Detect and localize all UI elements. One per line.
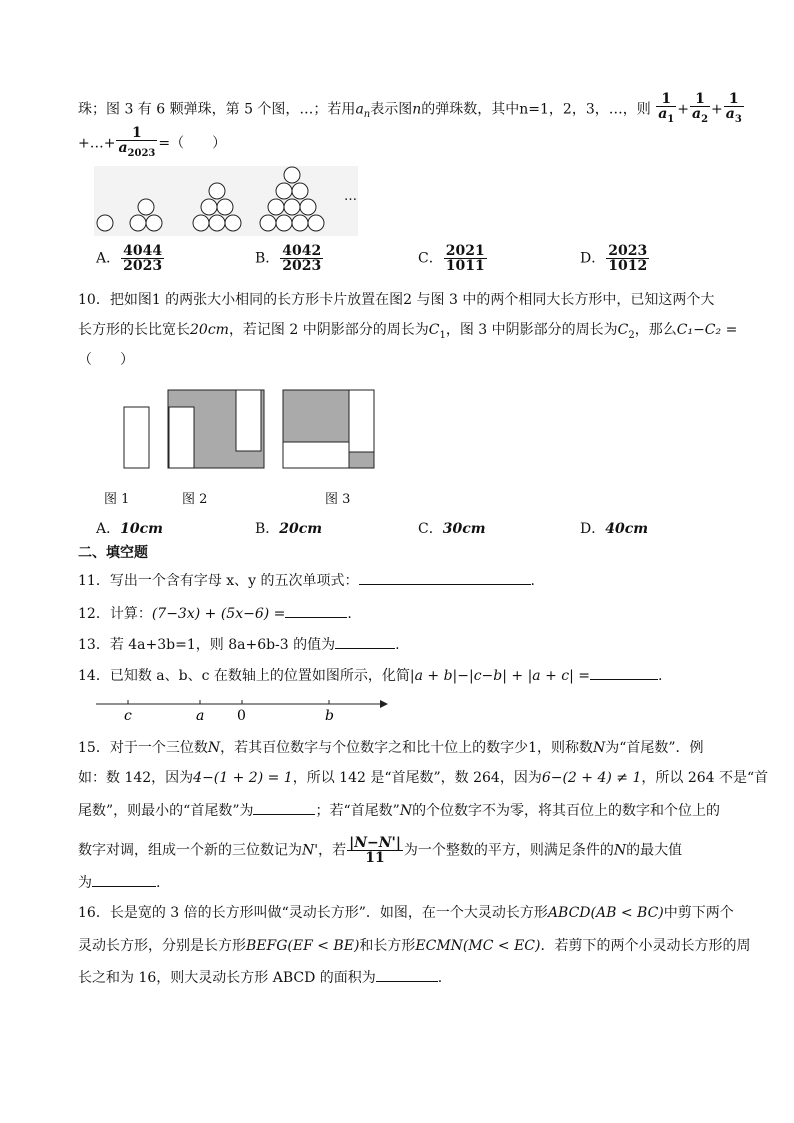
marble [276, 183, 292, 199]
marble [217, 199, 233, 215]
fig3-label: 图 3 [325, 492, 351, 507]
q16-line1: 16．长是宽的 3 倍的长方形叫做“灵动长方形”．如图，在一个大灵动长方形ABCD(AB < BC)中剪下两个 [78, 905, 734, 921]
marble [209, 183, 225, 199]
marble [292, 183, 308, 199]
card-rectangle [124, 407, 149, 468]
marble [292, 215, 308, 231]
label-0: 0 [237, 708, 246, 724]
marble [97, 215, 113, 231]
label-a: a [196, 708, 205, 724]
answer-blank[interactable] [590, 665, 658, 680]
q12: 12．计算：(7−3x) + (5x−6) = . [78, 603, 352, 624]
q10-option-d[interactable]: D．40cm [580, 521, 649, 537]
fraction-1-over-a2023: $\frac{1}{a_{2023}}$ [118, 125, 156, 159]
marble [308, 215, 324, 231]
q9-option-a[interactable]: A． $\frac{4044}{2023}$ [96, 243, 163, 274]
q9-line1: 珠；图 3 有 6 颗弹珠，第 5 个图，…；若用$a_n$表示图n的弹珠数，其中n=1，2，3，…，则 $\frac{1}{a_1}$ + $\frac{1}{a_2}$ + $\frac{1}{a_3}$ [78, 91, 742, 125]
rectangle-figures [120, 388, 380, 472]
arrow-right-icon [380, 700, 388, 708]
answer-blank[interactable] [335, 634, 395, 649]
marble [284, 199, 300, 215]
marble [138, 199, 154, 215]
fig1-label: 图 1 [104, 492, 130, 507]
fraction-1-over-a1: $\frac{1}{a_1}$ [658, 91, 675, 125]
answer-blank[interactable] [359, 570, 531, 585]
q9-line2: +…+ $\frac{1}{a_{2023}}$ =（ ） [78, 125, 227, 159]
card-fig2-left [169, 407, 194, 468]
fraction-1-over-a2: $\frac{1}{a_2}$ [691, 91, 709, 125]
answer-blank[interactable] [376, 967, 438, 982]
q10-line3: （ ） [78, 352, 134, 368]
number-line [94, 694, 394, 724]
q16-line3: 长之和为 16，则大灵动长方形 ABCD 的面积为 . [78, 967, 442, 988]
marble [260, 215, 276, 231]
fraction-1-over-a3: $\frac{1}{a_3}$ [725, 91, 742, 125]
marble [284, 167, 300, 183]
q15-line5: 为 . [78, 872, 160, 893]
q15-line3: 尾数”，则最小的“首尾数”为 ；若“首尾数”N的个位数字不为零，将其百位上的数字和个位上的 [78, 800, 720, 821]
q14: 14．已知数 a、b、c 在数轴上的位置如图所示，化简|a + b|−|c−b| + |a + c| = . [78, 665, 662, 686]
q9-option-d[interactable]: D． $\frac{2023}{1012}$ [580, 243, 648, 274]
q11: 11．写出一个含有字母 x、y 的五次单项式： . [78, 570, 535, 591]
q9-option-c[interactable]: C． $\frac{2021}{1011}$ [418, 243, 485, 274]
q15-line4: 数字对调，组成一个新的三位数记为N'，若 $\frac{|N-N'|}{11}$ 为一个整数的平方，则满足条件的N的最大值 [78, 835, 683, 866]
marble [146, 215, 162, 231]
q10-option-c[interactable]: C．30cm [418, 521, 486, 537]
q13: 13．若 4a+3b=1，则 8a+6b-3 的值为 . [78, 634, 400, 655]
card-fig3-bottom [283, 442, 349, 468]
ellipsis: … [344, 189, 357, 204]
fraction-diff-over-11: $\frac{|N-N'|}{11}$ [349, 835, 401, 866]
card-fig3-right [349, 390, 374, 452]
marble [276, 215, 292, 231]
q10-option-b[interactable]: B．20cm [255, 521, 323, 537]
q10-line2: 长方形的长比宽长20cm，若记图 2 中阴影部分的周长为$C_1$，图 3 中阴影部分的周长为$C_2$，那么C₁−C₂ = [78, 322, 738, 341]
marble [268, 199, 284, 215]
fig2-label: 图 2 [182, 492, 208, 507]
q15-line2: 如：数 142，因为4−(1 + 2) = 1，所以 142 是“首尾数”，数 264，因为6−(2 + 4) ≠ 1，所以 264 不是“首 [78, 770, 769, 786]
q10-line1: 10．把如图1 的两张大小相同的长方形卡片放置在图2 与图 3 中的两个相同大长方形中，已知这两个大 [78, 292, 715, 308]
q10-option-a[interactable]: A．10cm [96, 521, 163, 537]
answer-blank[interactable] [92, 872, 156, 887]
marble [209, 215, 225, 231]
marble [300, 199, 316, 215]
marble [130, 215, 146, 231]
marble [225, 215, 241, 231]
answer-blank[interactable] [253, 800, 315, 815]
q9-option-b[interactable]: B． $\frac{4042}{2023}$ [255, 243, 322, 274]
marble [201, 199, 217, 215]
section-title: 二、填空题 [78, 545, 148, 561]
q16-line2: 灵动长方形，分别是长方形BEFG(EF < BE)和长方形ECMN(MC < EC)．若剪下的两个小灵动长方形的周 [78, 938, 751, 954]
label-c: c [124, 708, 132, 724]
card-fig2-right [236, 390, 261, 451]
marble [193, 215, 209, 231]
marble-figure [94, 166, 358, 236]
q15-line1: 15．对于一个三位数N，若其百位数字与个位数字之和比十位上的数字少1，则称数N为“首尾数”．例 [78, 740, 704, 756]
answer-blank[interactable] [285, 603, 347, 618]
label-b: b [325, 708, 334, 724]
